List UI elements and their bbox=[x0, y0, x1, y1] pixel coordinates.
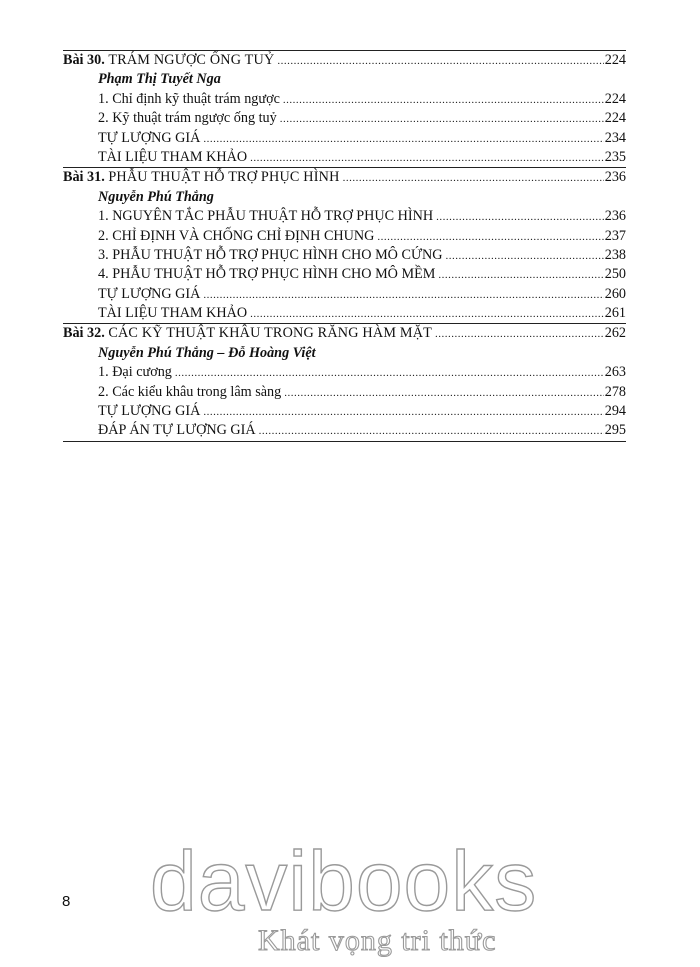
toc-entry[interactable] bbox=[63, 129, 626, 148]
lesson-section bbox=[63, 168, 626, 324]
dot-leader bbox=[284, 384, 604, 403]
dot-leader bbox=[277, 52, 603, 71]
entry-title: TÀI LIỆU THAM KHẢO bbox=[98, 305, 248, 322]
page-number: 8 bbox=[62, 893, 71, 910]
dot-leader bbox=[203, 403, 603, 422]
lesson-heading[interactable] bbox=[63, 324, 626, 343]
page-ref: 224 bbox=[604, 90, 626, 107]
page-ref: 237 bbox=[604, 227, 626, 244]
dot-leader bbox=[283, 91, 604, 110]
toc-entry[interactable] bbox=[63, 363, 626, 382]
entry-title: 2. Kỹ thuật trám ngược ống tuỷ bbox=[98, 110, 277, 127]
dot-leader bbox=[436, 208, 604, 227]
watermark-brand: davibooks bbox=[150, 834, 538, 928]
page-ref: 250 bbox=[604, 266, 626, 283]
page-ref: 278 bbox=[604, 383, 626, 400]
page-ref: 294 bbox=[604, 403, 626, 420]
entry-title: 2. CHỈ ĐỊNH VÀ CHỐNG CHỈ ĐỊNH CHUNG bbox=[98, 227, 375, 244]
lesson-author: Nguyễn Phú Thắng – Đỗ Hoàng Việt bbox=[98, 344, 316, 361]
dot-leader bbox=[203, 286, 603, 305]
lesson-title: CÁC KỸ THUẬT KHÂU TRONG RĂNG HÀM MẶT bbox=[108, 325, 433, 342]
toc-entry[interactable] bbox=[63, 304, 626, 323]
lesson-title: TRÁM NGƯỢC ỐNG TUỶ bbox=[108, 52, 275, 68]
lesson-author: Nguyễn Phú Thắng bbox=[98, 188, 214, 205]
toc-entry[interactable] bbox=[63, 148, 626, 167]
lesson-number: Bài 32. bbox=[63, 325, 105, 342]
dot-leader bbox=[435, 325, 604, 344]
entry-title: 4. PHẪU THUẬT HỖ TRỢ PHỤC HÌNH CHO MÔ MỀM bbox=[98, 266, 436, 283]
toc-entry[interactable] bbox=[63, 109, 626, 128]
entry-title: 1. Chỉ định kỹ thuật trám ngược bbox=[98, 90, 280, 107]
dot-leader bbox=[250, 305, 604, 324]
page-ref: 224 bbox=[604, 110, 626, 127]
entry-title: 3. PHẪU THUẬT HỖ TRỢ PHỤC HÌNH CHO MÔ CỨNG bbox=[98, 246, 443, 263]
entry-title: TỰ LƯỢNG GIÁ bbox=[98, 129, 201, 146]
toc-entry[interactable] bbox=[63, 421, 626, 440]
toc-entry[interactable] bbox=[63, 383, 626, 402]
dot-leader bbox=[438, 266, 603, 285]
page-ref: 261 bbox=[604, 305, 626, 322]
dot-leader bbox=[259, 422, 604, 441]
dot-leader bbox=[280, 110, 604, 129]
page-ref: 236 bbox=[604, 208, 626, 225]
entry-title: TỰ LƯỢNG GIÁ bbox=[98, 285, 201, 302]
watermark-tagline: Khát vọng tri thức bbox=[258, 924, 497, 957]
page-ref: 260 bbox=[604, 285, 626, 302]
entry-title: ĐÁP ÁN TỰ LƯỢNG GIÁ bbox=[98, 422, 256, 439]
dot-leader bbox=[250, 149, 604, 168]
lesson-number: Bài 31. bbox=[63, 169, 105, 186]
dot-leader bbox=[175, 364, 604, 383]
lesson-title: PHẪU THUẬT HỖ TRỢ PHỤC HÌNH bbox=[108, 169, 340, 186]
page-ref: 236 bbox=[604, 169, 626, 186]
toc-entry[interactable] bbox=[63, 246, 626, 265]
lesson-heading[interactable] bbox=[63, 51, 626, 70]
table-of-contents bbox=[63, 50, 626, 442]
page-ref: 238 bbox=[604, 246, 626, 263]
dot-leader bbox=[203, 130, 603, 149]
page-ref: 235 bbox=[604, 148, 626, 165]
toc-entry[interactable] bbox=[63, 207, 626, 226]
entry-title: TÀI LIỆU THAM KHẢO bbox=[98, 148, 248, 165]
entry-title: 1. NGUYÊN TẮC PHẪU THUẬT HỖ TRỢ PHỤC HÌNH bbox=[98, 208, 434, 225]
lesson-section bbox=[63, 324, 626, 440]
toc-entry[interactable] bbox=[63, 402, 626, 421]
page-ref: 234 bbox=[604, 129, 626, 146]
lesson-author: Phạm Thị Tuyết Nga bbox=[98, 71, 221, 88]
toc-entry[interactable] bbox=[63, 227, 626, 246]
page-ref: 224 bbox=[604, 52, 626, 68]
dot-leader bbox=[343, 169, 604, 188]
lesson-section bbox=[63, 51, 626, 168]
lesson-number: Bài 30. bbox=[63, 52, 105, 68]
page-ref: 263 bbox=[604, 364, 626, 381]
entry-title: TỰ LƯỢNG GIÁ bbox=[98, 403, 201, 420]
page-ref: 295 bbox=[604, 422, 626, 439]
toc-entry[interactable] bbox=[63, 285, 626, 304]
lesson-heading[interactable] bbox=[63, 168, 626, 187]
page-ref: 262 bbox=[604, 325, 626, 342]
toc-entry[interactable] bbox=[63, 90, 626, 109]
entry-title: 1. Đại cương bbox=[98, 364, 172, 381]
toc-entry[interactable] bbox=[63, 265, 626, 284]
dot-leader bbox=[377, 228, 603, 247]
entry-title: 2. Các kiểu khâu trong lâm sàng bbox=[98, 383, 282, 400]
dot-leader bbox=[445, 247, 603, 266]
